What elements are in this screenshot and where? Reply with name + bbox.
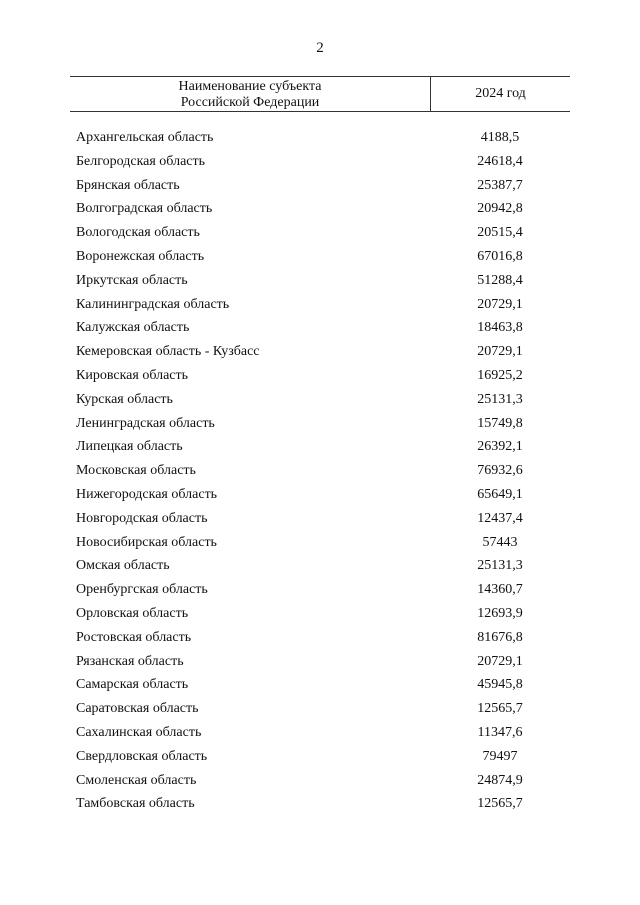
region-name: Вологодская область: [76, 225, 200, 241]
region-value: 45945,8: [477, 677, 523, 693]
region-name: Свердловская область: [76, 748, 208, 764]
region-name: Курская область: [76, 391, 173, 407]
region-value: 18463,8: [477, 320, 523, 336]
page-number: 2: [316, 40, 324, 56]
region-value: 12565,7: [477, 701, 523, 717]
region-value: 26392,1: [477, 439, 523, 455]
region-value: 12437,4: [477, 510, 523, 526]
column-header-region-name: [70, 77, 431, 111]
region-name: Брянская область: [76, 177, 180, 193]
table-row: [76, 388, 570, 412]
region-value: 67016,8: [477, 248, 523, 264]
region-value: 81676,8: [477, 629, 523, 645]
region-name: Смоленская область: [76, 772, 197, 788]
region-name: Иркутская область: [76, 272, 188, 288]
region-value: 25131,3: [477, 391, 523, 407]
table-row: [76, 340, 570, 364]
column-header-year: 2024 год: [475, 86, 526, 101]
region-name: Орловская область: [76, 605, 189, 621]
table-row: [76, 126, 570, 150]
table-row: [76, 483, 570, 507]
region-name: Тамбовская область: [76, 796, 195, 812]
table-row: [76, 745, 570, 769]
region-name: Архангельская область: [76, 130, 214, 145]
table-row: [76, 459, 570, 483]
region-value: 24874,9: [477, 772, 523, 788]
region-name: Нижегородская область: [76, 486, 218, 502]
region-value: 76932,6: [477, 463, 523, 479]
region-name: Сахалинская область: [76, 724, 202, 740]
table-row: [76, 197, 570, 221]
table-row: [76, 293, 570, 317]
region-value: 25131,3: [477, 558, 523, 574]
table-row: [76, 721, 570, 745]
region-value: 12565,7: [477, 796, 523, 812]
table-row: [76, 554, 570, 578]
region-name: Новгородская область: [76, 510, 208, 526]
region-value: 65649,1: [477, 486, 523, 502]
column-header-region-name-line1: Наименование субъекта: [178, 79, 322, 94]
region-value: 25387,7: [477, 177, 523, 193]
table-row: [76, 531, 570, 555]
region-name: Ленинградская область: [76, 415, 215, 431]
region-value: 20942,8: [477, 201, 523, 217]
region-value: 15749,8: [477, 415, 523, 431]
column-header-region-name-line2: Российской Федерации: [180, 95, 320, 110]
table-body: [76, 126, 570, 816]
table-row: [76, 792, 570, 816]
region-value: 20729,1: [477, 344, 523, 360]
table-row: [76, 650, 570, 674]
region-value: 4188,5: [480, 130, 520, 145]
region-value: 20515,4: [477, 225, 523, 241]
region-value: 24618,4: [477, 153, 523, 169]
table-row: [76, 364, 570, 388]
region-value: 14360,7: [477, 582, 523, 598]
region-name: Ростовская область: [76, 629, 192, 645]
table-row: [76, 602, 570, 626]
region-name: Волгоградская область: [76, 201, 213, 217]
region-name: Самарская область: [76, 677, 189, 693]
table-row: [76, 697, 570, 721]
table-row: [76, 150, 570, 174]
table-row: [76, 174, 570, 198]
table-row: [76, 412, 570, 436]
table-row: [76, 673, 570, 697]
table-row: [76, 245, 570, 269]
region-value: 11347,6: [477, 724, 523, 740]
region-name: Рязанская область: [76, 653, 184, 669]
region-name: Московская область: [76, 463, 196, 479]
region-value: 20729,1: [477, 653, 523, 669]
table-row: [76, 269, 570, 293]
table-row: [76, 316, 570, 340]
table-row: [76, 769, 570, 793]
region-name: Белгородская область: [76, 153, 206, 169]
table-row: [76, 435, 570, 459]
region-value: 51288,4: [477, 272, 523, 288]
region-value: 57443: [482, 534, 518, 550]
table-row: [76, 626, 570, 650]
region-name: Воронежская область: [76, 248, 205, 264]
region-name: Новосибирская область: [76, 534, 217, 550]
region-name: Омская область: [76, 558, 170, 574]
region-value: 20729,1: [477, 296, 523, 312]
region-value: 79497: [482, 748, 518, 764]
table-row: [76, 578, 570, 602]
table-row: [76, 507, 570, 531]
region-name: Кировская область: [76, 367, 189, 383]
region-name: Кемеровская область - Кузбасс: [76, 344, 260, 360]
region-name: Оренбургская область: [76, 582, 208, 598]
region-name: Калининградская область: [76, 296, 230, 312]
region-name: Саратовская область: [76, 701, 199, 717]
table-header: [70, 76, 570, 112]
region-name: Калужская область: [76, 320, 190, 336]
region-name: Липецкая область: [76, 439, 183, 455]
region-value: 16925,2: [477, 367, 523, 383]
table-row: [76, 221, 570, 245]
region-value: 12693,9: [477, 605, 523, 621]
